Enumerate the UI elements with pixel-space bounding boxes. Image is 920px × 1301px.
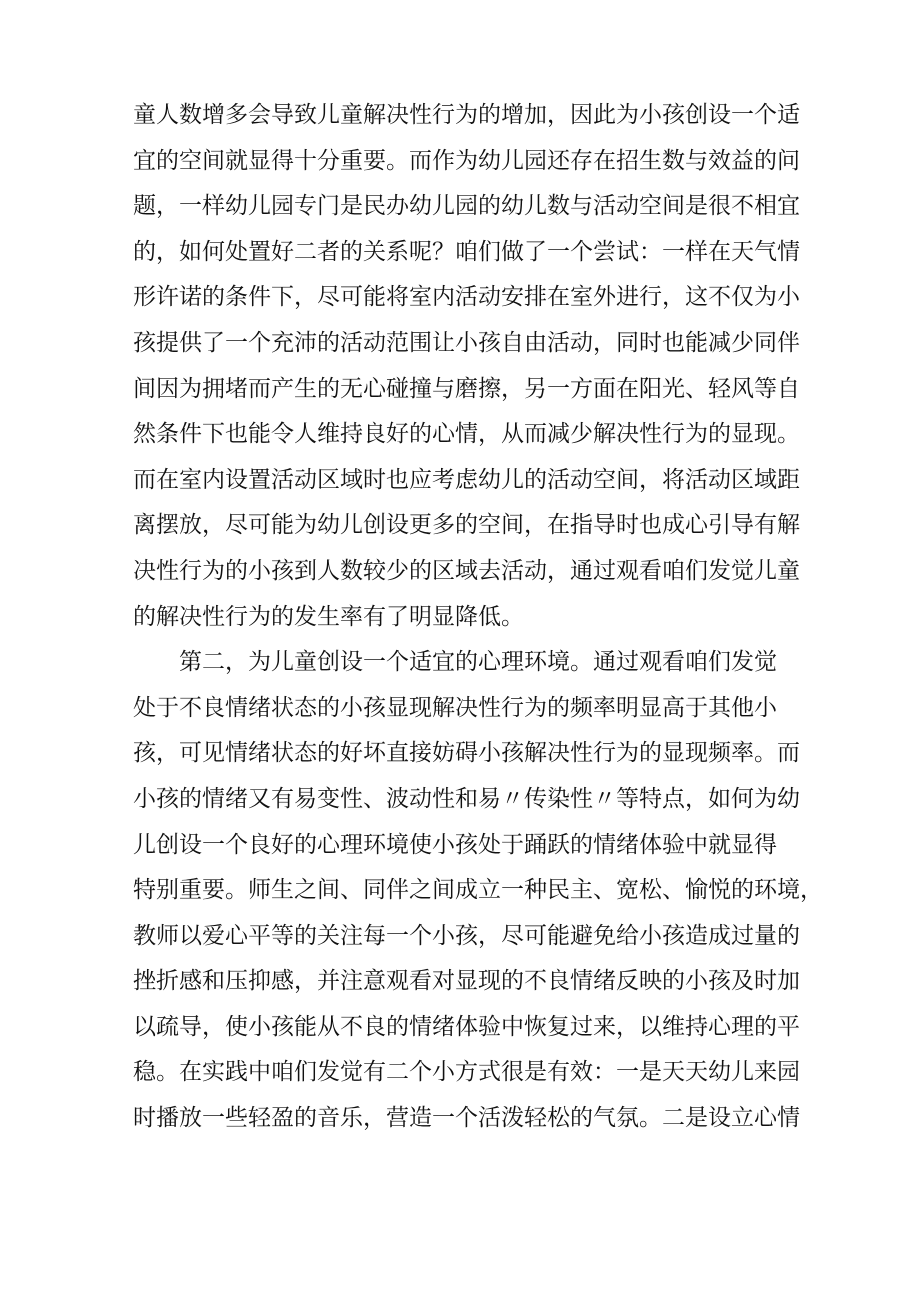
text-line: 决性行为的小孩到人数较少的区域去活动，通过观看咱们发觉儿童 [133,557,800,584]
text-line: 小孩的情绪又有易变性、波动性和易〃传染性〃等特点，如何为幼 [133,785,800,812]
text-line: 离摆放，尽可能为幼儿创设更多的空间，在指导时也成心引导有解 [133,512,800,539]
text-line: 孩提供了一个充沛的活动范围让小孩自由活动，同时也能减少同伴 [133,329,800,356]
text-line: 教师以爱心平等的关注每一个小孩，尽可能避免给小孩造成过量的 [133,922,800,949]
body-text [133,93,823,1142]
text-line: 时播放一些轻盈的音乐，营造一个活泼轻松的气氛。二是设立心情 [133,1105,800,1132]
text-line: 宜的空间就显得十分重要。而作为幼儿园还存在招生数与效益的问 [133,147,800,174]
text-line: 形许诺的条件下，尽可能将室内活动安排在室外进行，这不仅为小 [133,284,800,311]
text-line: 稳。在实践中咱们发觉有二个小方式很是有效：一是天天幼儿来园 [133,1059,800,1086]
text-line: 的，如何处置好二者的关系呢？咱们做了一个尝试：一样在天气情 [133,238,800,265]
text-line: 特别重要。师生之间、同伴之间成立一种民主、宽松、愉悦的环境， [133,877,823,904]
paragraph-start-line: 第二，为儿童创设一个适宜的心理环境。通过观看咱们发觉 [179,649,777,676]
text-line: 间因为拥堵而产生的无心碰撞与磨擦，另一方面在阳光、轻风等自 [133,375,800,402]
text-line: 孩，可见情绪状态的好坏直接妨碍小孩解决性行为的显现频率。而 [133,740,800,767]
text-line: 而在室内设置活动区域时也应考虑幼儿的活动空间，将活动区域距 [133,466,800,493]
text-line: 题，一样幼儿园专门是民办幼儿园的幼儿数与活动空间是很不相宜 [133,193,800,220]
text-line: 处于不良情绪状态的小孩显现解决性行为的频率明显高于其他小 [133,694,777,721]
text-line: 以疏导，使小孩能从不良的情绪体验中恢复过来，以维持心理的平 [133,1013,800,1040]
text-line: 挫折感和压抑感，并注意观看对显现的不良情绪反映的小孩及时加 [133,968,800,995]
text-line: 然条件下也能令人维持良好的心情，从而减少解决性行为的显现。 [133,421,800,448]
text-line: 的解决性行为的发生率有了明显降低。 [133,603,524,630]
text-line: 儿创设一个良好的心理环境使小孩处于踊跃的情绪体验中就显得 [133,831,777,858]
text-line: 童人数增多会导致儿童解决性行为的增加，因此为小孩创设一个适 [133,102,800,128]
